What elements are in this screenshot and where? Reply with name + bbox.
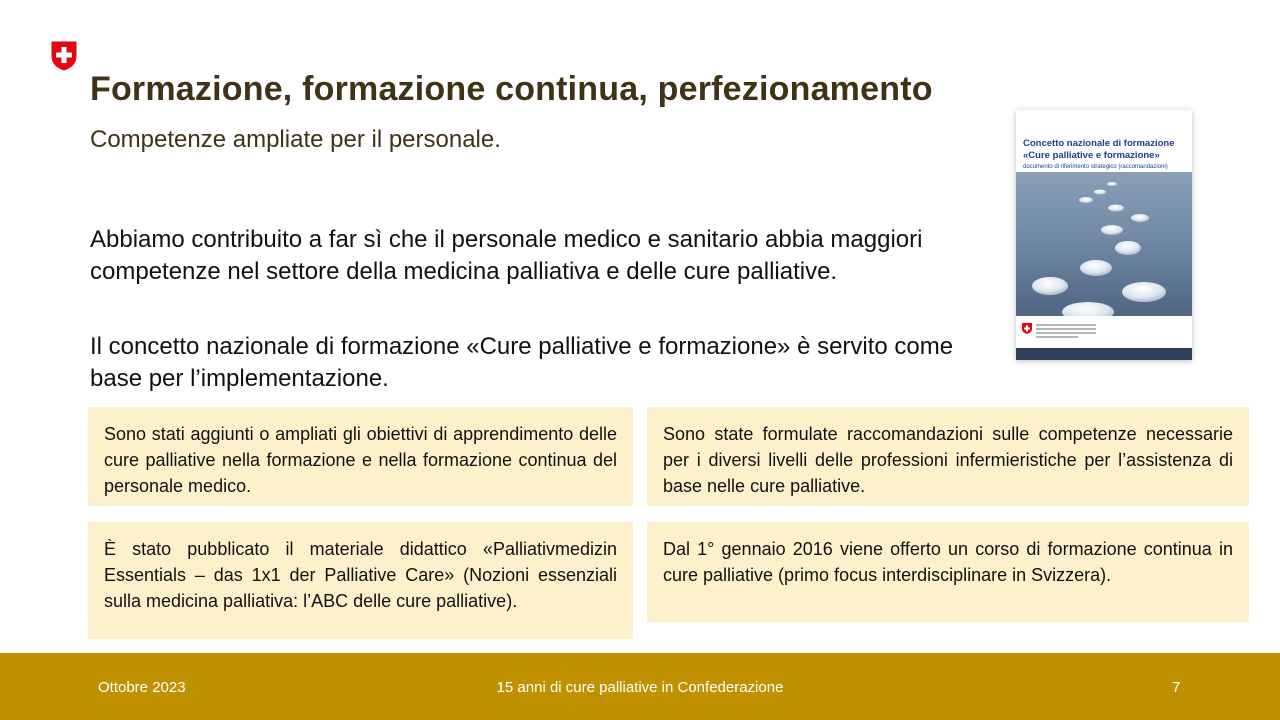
brochure-cover-subtitle: documento di riferimento strategico (raccomandazioni) [1023,164,1168,170]
brochure-cover-title-line2: «Cure palliative e formazione» [1023,149,1160,161]
slide-subtitle: Competenze ampliate per il personale. [90,126,501,153]
slide-footer [0,653,1280,720]
brochure-cover-image [1016,110,1192,360]
footer-page-number: 7 [1172,679,1181,696]
slide-title: Formazione, formazione continua, perfezionamento [90,70,933,108]
footer-date: Ottobre 2023 [98,679,186,696]
brochure-cover-bottom-band [1016,348,1192,360]
info-box-teaching-material: È stato pubblicato il materiale didattico «Palliativmedizin Essentials – das 1x1 der Palliative Care» (Nozioni essenziali sulla medicina palliativa: l’ABC delle cure palliative). [88,522,633,639]
concept-paragraph: Il concetto nazionale di formazione «Cure palliative e formazione» è servito come base per l’implementazione. [90,333,954,392]
swiss-coat-of-arms-icon [50,40,78,72]
intro-paragraph: Abbiamo contribuito a far sì che il personale medico e sanitario abbia maggiori competenze nel settore della medicina palliativa e delle cure palliative. [90,226,923,285]
swiss-coat-of-arms-small-icon [1022,323,1032,334]
info-box-nursing-recommendations: Sono state formulate raccomandazioni sulle competenze necessarie per i diversi livelli delle professioni infermieristiche per l’assistenza di base nelle cure palliative. [647,407,1249,506]
brochure-cover-title-line1: Concetto nazionale di formazione [1023,138,1175,149]
brochure-cover-header [1023,138,1188,170]
brochure-cover-publisher-lines [1036,324,1096,340]
stepping-stones-photo [1016,172,1192,316]
footer-title: 15 anni di cure palliative in Confederazione [496,679,784,696]
info-box-learning-objectives: Sono stati aggiunti o ampliati gli obiettivi di apprendimento delle cure palliative nella formazione e nella formazione continua del personale medico. [88,407,633,506]
info-box-continuing-course: Dal 1° gennaio 2016 viene offerto un corso di formazione continua in cure palliative (primo focus interdisciplinare in Svizzera). [647,522,1249,622]
